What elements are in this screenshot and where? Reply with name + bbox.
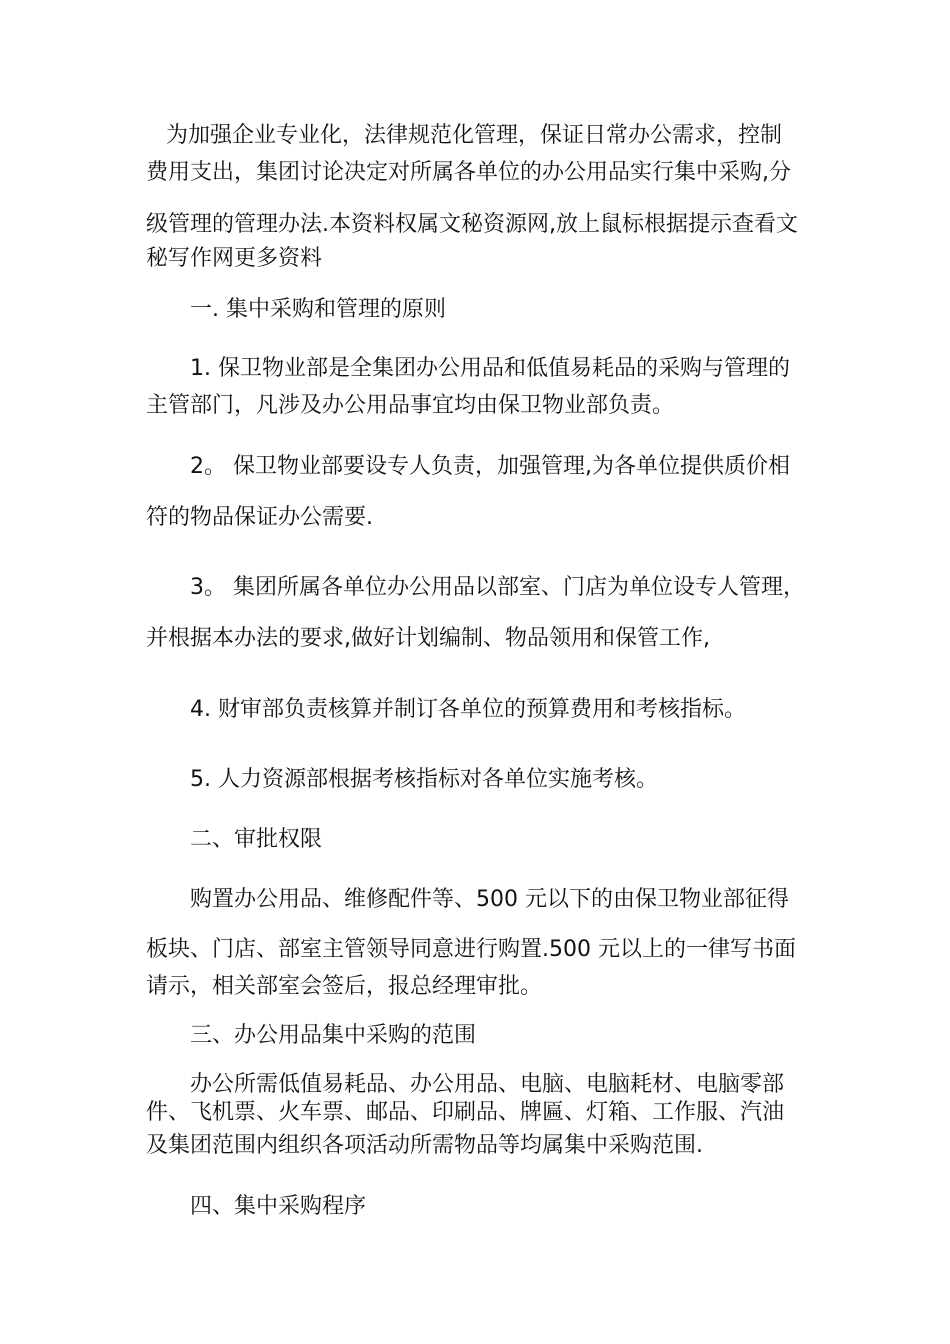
scope-line-2: 件、飞机票、火车票、邮品、印刷品、牌匾、灯箱、工作服、汽油 <box>146 1100 785 1125</box>
item-5-line: 5. 人力资源部根据考核指标对各单位实施考核。 <box>190 767 658 792</box>
section-heading-1: 一. 集中采购和管理的原则 <box>190 297 446 322</box>
item-2-line-2: 符的物品保证办公需要. <box>146 505 373 530</box>
intro-line-1: 为加强企业专业化，法律规范化管理，保证日常办公需求，控制 <box>166 123 783 148</box>
intro-line-4: 秘写作网更多资料 <box>146 246 323 271</box>
intro-line-3: 级管理的管理办法.本资料权属文秘资源网,放上鼠标根据提示查看文 <box>146 212 798 237</box>
item-2-line-1: 2。 保卫物业部要设专人负责，加强管理,为各单位提供质价相 <box>190 454 790 479</box>
section-heading-3: 三、办公用品集中采购的范围 <box>190 1023 477 1048</box>
intro-line-2: 费用支出，集团讨论决定对所属各单位的办公用品实行集中采购,分 <box>146 160 791 185</box>
approval-line-1: 购置办公用品、维修配件等、500 元以下的由保卫物业部征得 <box>190 887 789 912</box>
section-heading-4: 四、集中采购程序 <box>190 1194 367 1219</box>
scope-line-1: 办公所需低值易耗品、办公用品、电脑、电脑耗材、电脑零部 <box>190 1072 785 1097</box>
item-4-line: 4. 财审部负责核算并制订各单位的预算费用和考核指标。 <box>190 697 746 722</box>
section-heading-2: 二、审批权限 <box>190 827 323 852</box>
item-1-line-2: 主管部门，凡涉及办公用品事宜均由保卫物业部负责。 <box>146 393 675 418</box>
item-1-line-1: 1. 保卫物业部是全集团办公用品和低值易耗品的采购与管理的 <box>190 356 790 381</box>
item-3-line-2: 并根据本办法的要求,做好计划编制、物品领用和保管工作, <box>146 626 710 651</box>
item-3-line-1: 3。 集团所属各单位办公用品以部室、门店为单位设专人管理， <box>190 575 805 600</box>
approval-line-2: 板块、门店、部室主管领导同意进行购置.500 元以上的一律写书面 <box>146 937 796 962</box>
scope-line-3: 及集团范围内组织各项活动所需物品等均属集中采购范围. <box>146 1133 703 1158</box>
approval-line-3: 请示，相关部室会签后，报总经理审批。 <box>146 974 543 999</box>
